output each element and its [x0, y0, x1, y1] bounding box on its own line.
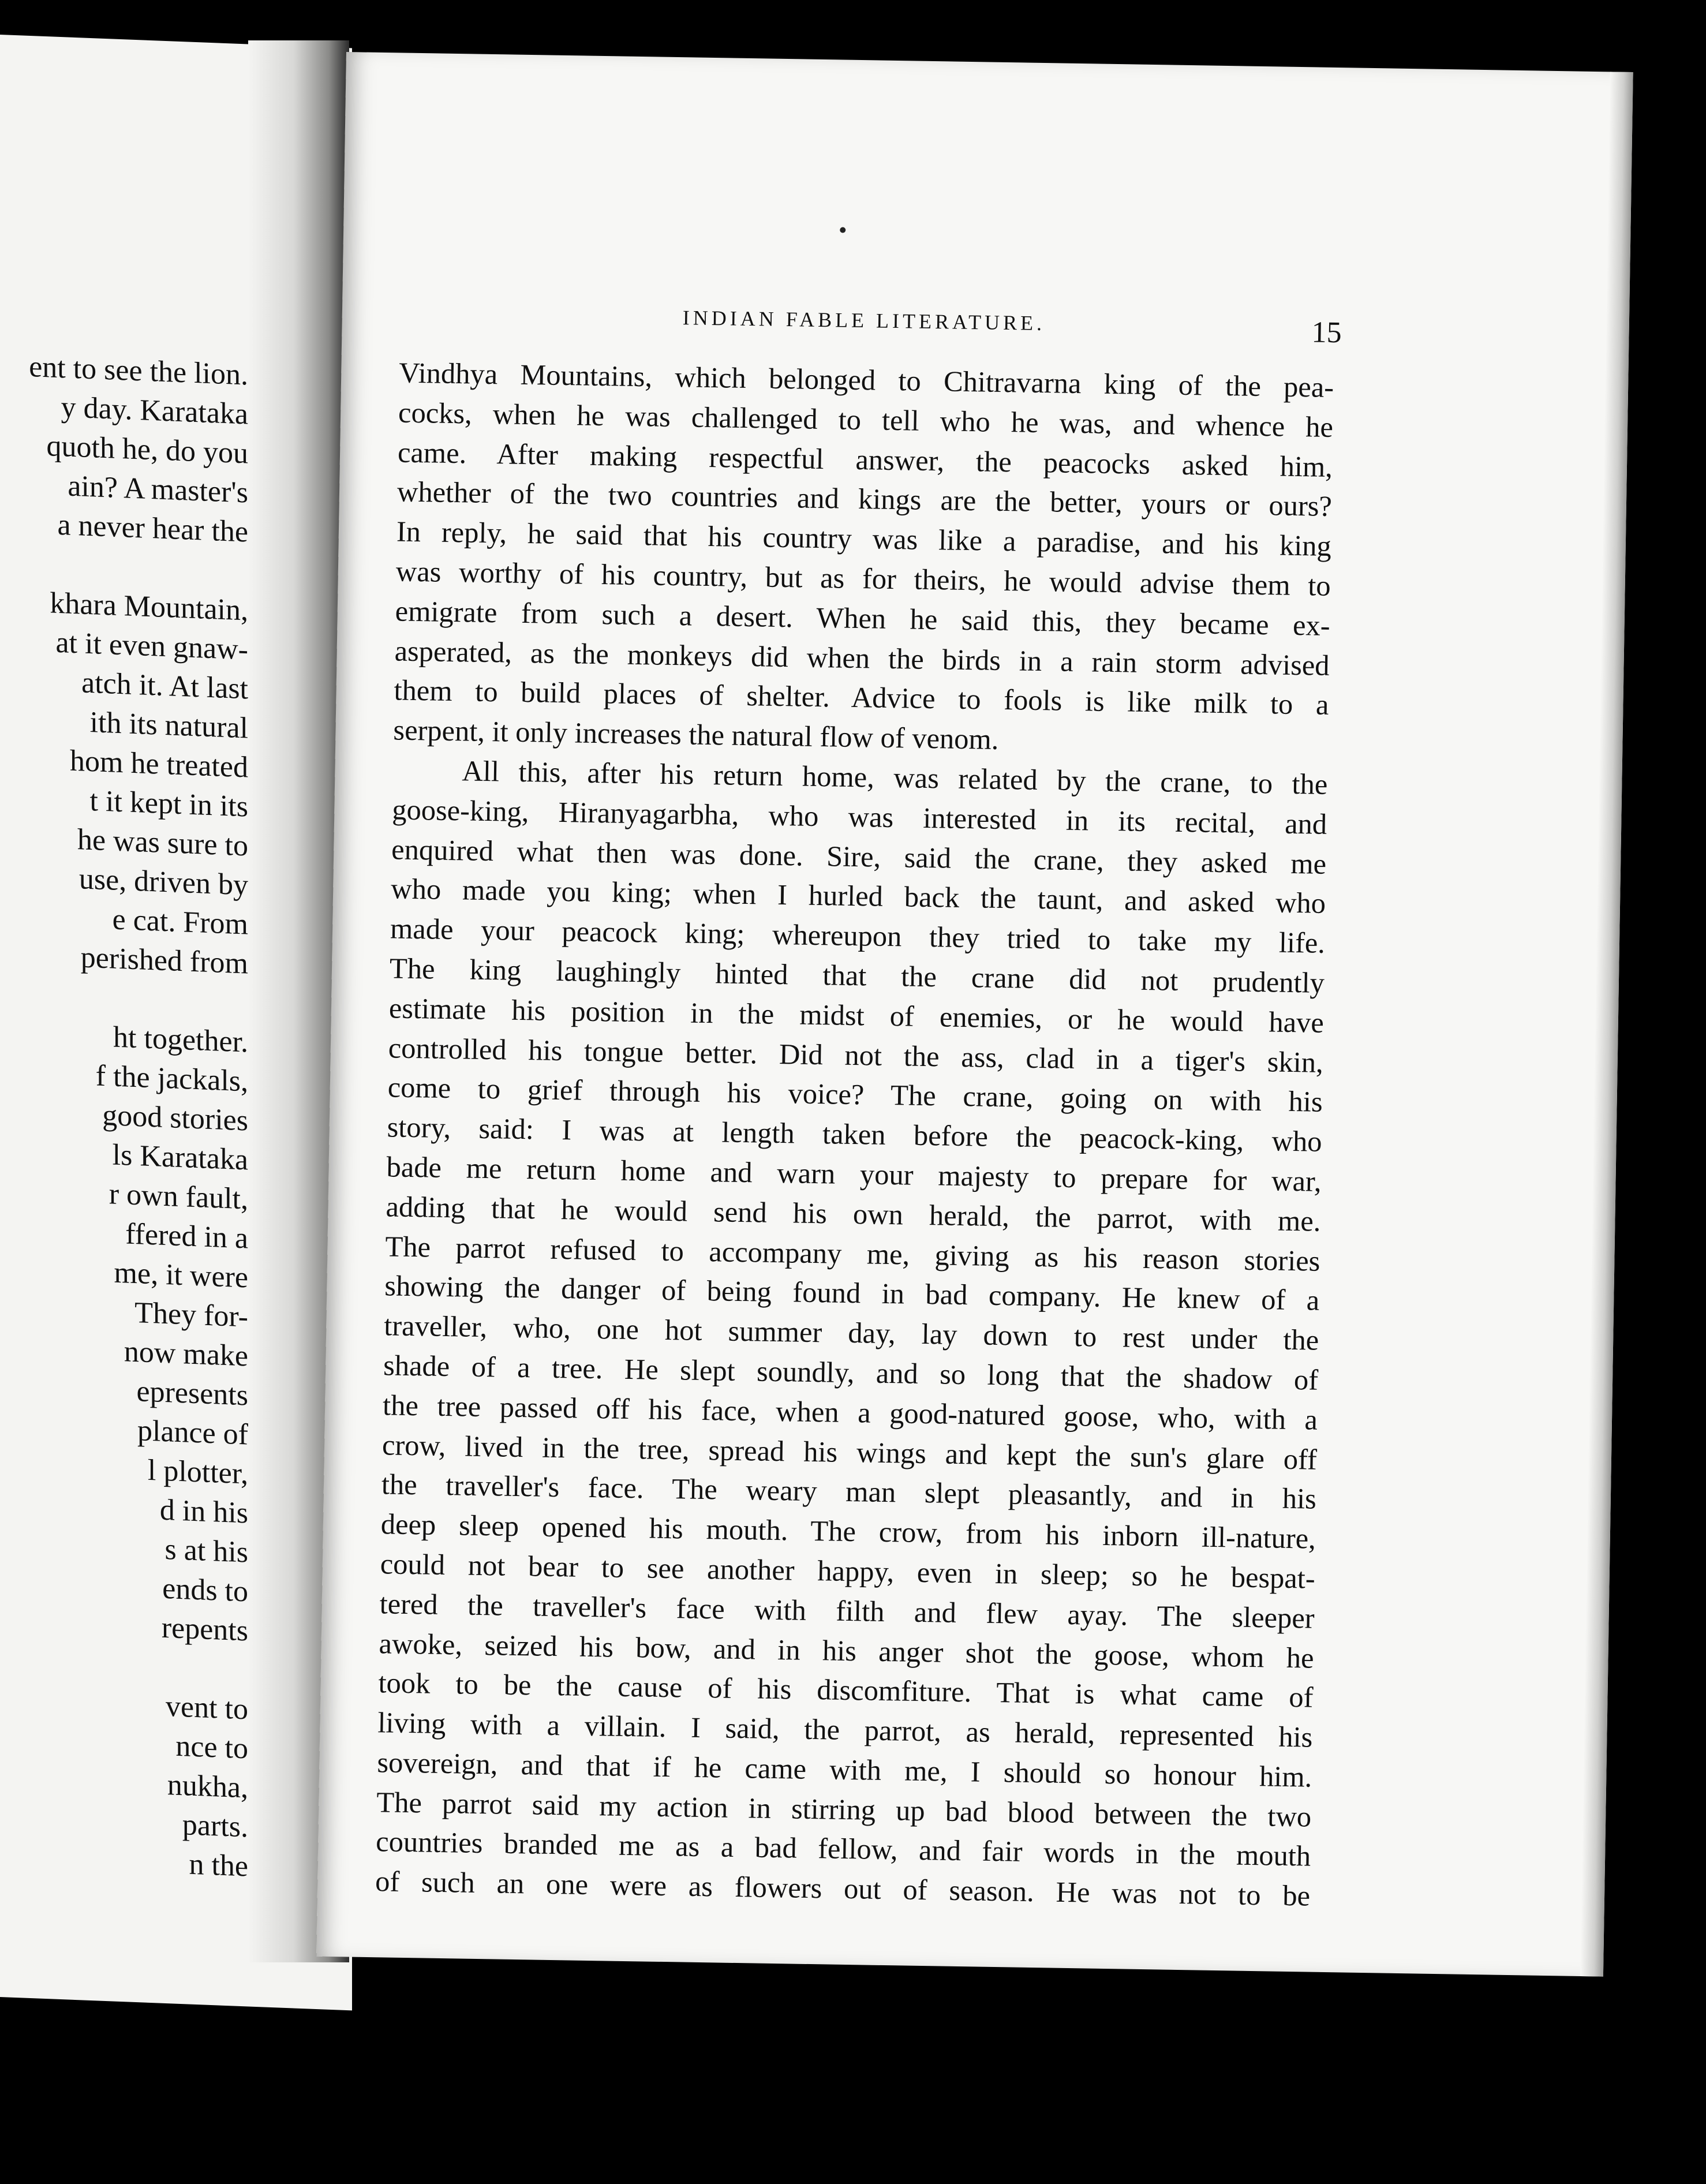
- text-line: showing the danger of being found in bad company. He knew of a: [384, 1269, 1320, 1317]
- left-text-line: f the jackals,: [95, 1059, 248, 1098]
- body-text: [375, 353, 1334, 1916]
- left-text-line: ain? A master's: [68, 469, 248, 510]
- left-text-line: e cat. From: [112, 903, 248, 941]
- text-line: controlled his tongue better. Did not the ass, clad in a tiger's skin,: [388, 1031, 1324, 1079]
- text-line: of such an one were as flowers out of season. He was not to be: [375, 1865, 1311, 1912]
- left-text-line: s at his: [164, 1532, 248, 1569]
- left-text-line: vent to: [166, 1690, 248, 1726]
- left-text-line: good stories: [102, 1098, 248, 1138]
- text-line: deep sleep opened his mouth. The crow, from his inborn ill-nature,: [380, 1508, 1316, 1555]
- text-line: estimate his position in the midst of enemies, or he would have: [388, 992, 1325, 1039]
- left-text-line: perished from: [80, 941, 248, 981]
- text-line: living with a villain. I said, the parrot, as herald, represented his: [377, 1706, 1313, 1753]
- running-head: INDIAN FABLE LITERATURE.: [682, 306, 1046, 335]
- text-line: traveller, who, one hot summer day, lay down to rest under the: [383, 1309, 1319, 1356]
- text-line: Vindhya Mountains, which belonged to Chitravarna king of the pea-: [398, 356, 1334, 403]
- left-text-line: now make: [124, 1335, 248, 1373]
- left-text-line: at it even gnaw-: [55, 626, 248, 667]
- left-text-line: me, it were: [114, 1256, 248, 1295]
- text-line: emigrate from such a desert. When he said this, they became ex-: [395, 594, 1331, 642]
- text-line: goose-king, Hiranyagarbha, who was interested in its recital, and: [391, 793, 1327, 840]
- left-text-line: ends to: [162, 1572, 248, 1609]
- text-line: was worthy of his country, but as for theirs, he would advise them to: [395, 555, 1331, 602]
- right-page: [316, 52, 1633, 1977]
- text-line: them to build places of shelter. Advice to fools is like milk to a: [394, 674, 1329, 721]
- text-line: crow, lived in the tree, spread his wings and kept the sun's glare off: [381, 1428, 1318, 1476]
- left-text-line: They for-: [134, 1296, 248, 1334]
- text-line: tered the traveller's face with filth and flew ayay. The sleeper: [379, 1587, 1315, 1635]
- text-line: The parrot refused to accompany me, giving as his reason stories: [385, 1229, 1320, 1277]
- left-text-line: y day. Karataka: [61, 391, 248, 431]
- text-line: the tree passed off his face, when a good-natured goose, who, with a: [382, 1389, 1318, 1436]
- text-line: bade me return home and warn your majesty to prepare for war,: [386, 1150, 1322, 1198]
- text-line: awoke, seized his bow, and in his anger shot the goose, whom he: [379, 1626, 1314, 1674]
- left-text-line: hom he treated: [70, 744, 248, 784]
- left-text-line: epresents: [136, 1375, 248, 1412]
- left-text-line: atch it. At last: [81, 666, 248, 706]
- left-text-line: a never hear the: [57, 508, 248, 549]
- text-line: could not bear to see another happy, even in sleep; so he bespat-: [380, 1547, 1316, 1595]
- text-line: made your peacock king; whereupon they tried to take my life.: [390, 912, 1326, 959]
- text-line: countries branded me as a bad fellow, and fair words in the mouth: [375, 1825, 1311, 1873]
- left-text-line: ent to see the lion.: [29, 350, 248, 392]
- left-text-line: parts.: [182, 1808, 248, 1844]
- text-line: The king laughingly hinted that the crane did not prudently: [389, 952, 1325, 999]
- text-line: shade of a tree. He slept soundly, and so long that the shadow of: [383, 1349, 1319, 1396]
- left-text-line: quoth he, do you: [46, 429, 248, 470]
- text-line: the traveller's face. The weary man slept pleasantly, and in his: [381, 1468, 1317, 1516]
- left-text-line: he was sure to: [77, 823, 248, 863]
- left-text-line: l plotter,: [147, 1453, 248, 1491]
- speck-mark: [840, 227, 845, 233]
- left-text-line: ith its natural: [89, 705, 248, 745]
- text-line: came. After making respectful answer, the peacocks asked him,: [397, 436, 1333, 483]
- left-page-text: [0, 346, 248, 1887]
- text-line: took to be the cause of his discomfiture. That is what came of: [378, 1666, 1314, 1714]
- text-line: story, said: I was at length taken before the peacock-king, who: [387, 1110, 1322, 1158]
- left-text-line: ls Karataka: [112, 1138, 248, 1177]
- left-text-line: ffered in a: [125, 1217, 248, 1255]
- left-text-line: nukha,: [167, 1768, 248, 1805]
- text-line: adding that he would send his own herald, the parrot, with me.: [386, 1190, 1321, 1237]
- text-line: All this, after his return home, was related by the crane, to the: [462, 754, 1328, 801]
- page-edge: [1580, 72, 1633, 1976]
- text-line: enquired what then was done. Sire, said the crane, they asked me: [391, 832, 1327, 880]
- left-text-line: use, driven by: [78, 862, 248, 902]
- left-text-line: nce to: [175, 1729, 248, 1766]
- left-text-line: plance of: [137, 1414, 248, 1452]
- text-line: come to grief through his voice? The crane, going on with his: [387, 1071, 1323, 1119]
- left-text-line: ht together.: [113, 1020, 248, 1059]
- page-number: 15: [1311, 316, 1342, 350]
- left-text-line: r own fault,: [109, 1177, 248, 1216]
- text-line: whether of the two countries and kings are the better, yours or ours?: [396, 475, 1333, 523]
- text-line: asperated, as the monkeys did when the birds in a rain storm advised: [394, 634, 1330, 682]
- text-line: who made you king; when I hurled back the taunt, and asked who: [390, 872, 1326, 920]
- left-text-line: t it kept in its: [89, 784, 248, 824]
- text-line: cocks, when he was challenged to tell who he was, and whence he: [398, 396, 1334, 443]
- left-text-line: repents: [161, 1611, 248, 1648]
- text-line: In reply, he said that his country was like a paradise, and his king: [396, 515, 1332, 563]
- text-line: The parrot said my action in stirring up bad blood between the two: [376, 1785, 1312, 1833]
- left-text-line: n the: [189, 1848, 248, 1883]
- left-text-line: khara Mountain,: [50, 586, 248, 627]
- text-line: sovereign, and that if he came with me, I should so honour him.: [377, 1746, 1312, 1793]
- text-line: serpent, it only increases the natural flow of venom.: [393, 713, 999, 756]
- left-text-line: d in his: [159, 1493, 248, 1530]
